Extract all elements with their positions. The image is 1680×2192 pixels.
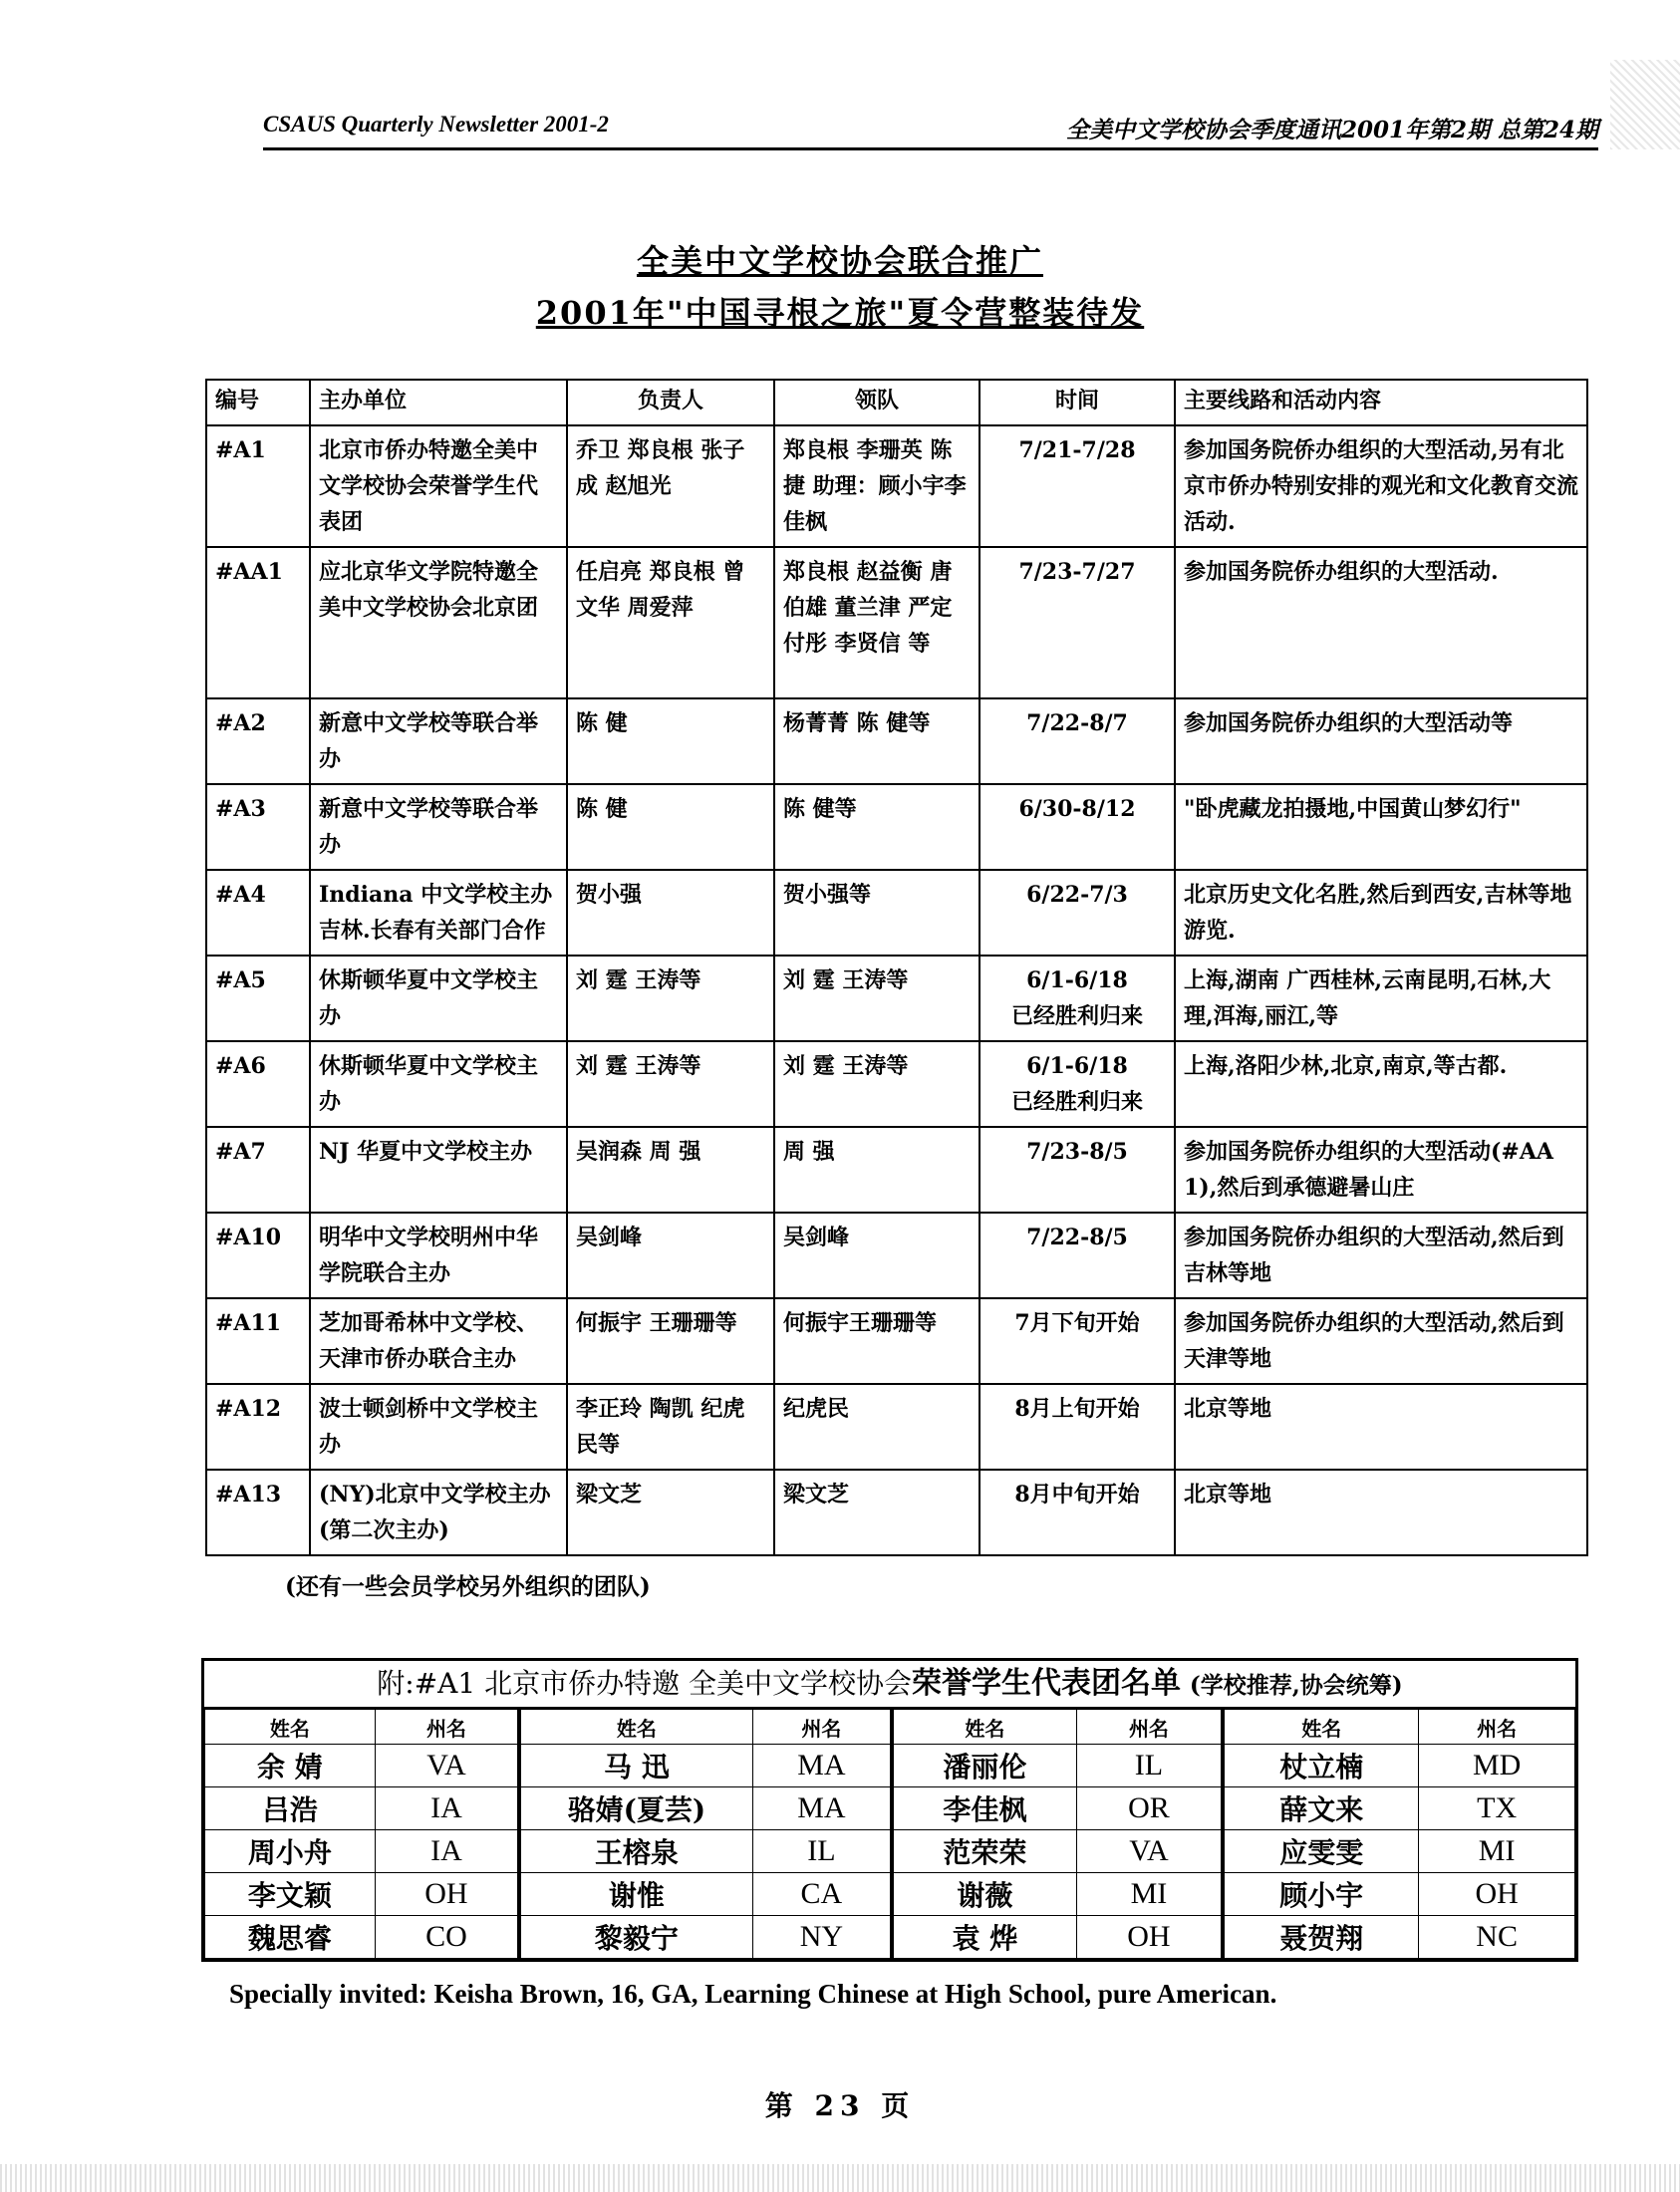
camp-time-cell <box>980 698 1175 784</box>
student-state: MI <box>1419 1830 1575 1873</box>
camp-time-cell <box>980 1213 1175 1298</box>
camp-host: Indiana 中文学校主办吉林.长春有关部门合作 <box>319 882 553 944</box>
camp-id-cell <box>206 1127 310 1213</box>
camp-leader-cell <box>567 698 774 784</box>
camp-leader: 何振宇 王珊珊等 <box>576 1310 737 1336</box>
camp-content: 北京等地 <box>1184 1396 1272 1422</box>
camp-leader: 陈 健 <box>576 710 628 736</box>
camp-leader: 贺小强 <box>576 882 643 908</box>
camp-row <box>206 1470 1587 1555</box>
camp-time-cell <box>980 784 1175 870</box>
student-name: 马 迅 <box>519 1745 752 1787</box>
camp-guide: 刘 霆 王涛等 <box>783 1053 909 1079</box>
col-header-leader: 负责人 <box>567 380 774 425</box>
col-header-content: 主要线路和活动内容 <box>1175 380 1587 425</box>
student-name: 王榕泉 <box>519 1830 752 1873</box>
camp-time-cell <box>980 547 1175 698</box>
student-state: OH <box>1419 1873 1575 1916</box>
page-number: 第 23 页 <box>764 2089 916 2122</box>
camp-content-cell <box>1175 1470 1587 1555</box>
roster-row <box>205 1830 1575 1873</box>
student-state: IA <box>375 1830 519 1873</box>
camp-table-header <box>206 380 1587 425</box>
roster-title-emphasis: 荣誉学生代表团名单 <box>912 1666 1182 1701</box>
student-name: 魏思睿 <box>205 1916 376 1959</box>
roster-header-name: 姓名 <box>1223 1710 1418 1745</box>
camp-leader: 乔卫 郑良根 张子成 赵旭光 <box>576 437 745 499</box>
camp-time-cell <box>980 1127 1175 1213</box>
student-name: 聂贺翔 <box>1223 1916 1418 1959</box>
camp-id: #AA1 <box>215 559 283 585</box>
roster-title-suffix: (学校推荐,协会统筹) <box>1189 1672 1403 1699</box>
camp-host: 应北京华文学院特邀全美中文学校协会北京团 <box>319 559 539 621</box>
camp-row <box>206 698 1587 784</box>
camp-time: 7/21-7/28 <box>1018 437 1136 463</box>
camp-leader: 刘 霆 王涛等 <box>576 1053 701 1079</box>
scan-artifact <box>1610 60 1680 149</box>
camp-host-cell <box>310 547 567 698</box>
camp-id-cell <box>206 547 310 698</box>
roster-header-name: 姓名 <box>892 1710 1076 1745</box>
camp-id: #A1 <box>215 437 266 463</box>
student-name: 李文颖 <box>205 1873 376 1916</box>
camp-time-status: 已经胜利归来 <box>1010 1089 1143 1115</box>
camp-guide-cell <box>774 425 980 547</box>
camp-guide: 陈 健等 <box>783 796 857 822</box>
roster-header-row <box>205 1710 1575 1745</box>
camp-host-cell <box>310 1298 567 1384</box>
title-line-1: 全美中文学校协会联合推广 <box>636 242 1043 280</box>
camp-host-cell <box>310 425 567 547</box>
camp-id: #A10 <box>215 1225 282 1250</box>
camp-time: 6/1-6/18 <box>1026 967 1128 993</box>
camp-table <box>205 379 1588 1556</box>
camp-row <box>206 784 1587 870</box>
camp-content: 参加国务院侨办组织的大型活动,然后到吉林等地 <box>1184 1225 1564 1286</box>
camp-time-cell <box>980 1041 1175 1127</box>
camp-content: 参加国务院侨办组织的大型活动,另有北京市侨办特别安排的观光和文化教育交流活动. <box>1184 437 1579 535</box>
camp-guide: 郑良根 李珊英 陈捷 助理：顾小宇李佳枫 <box>783 437 967 535</box>
camp-content: 北京历史文化名胜,然后到西安,吉林等地游览. <box>1184 882 1572 944</box>
student-name: 潘丽伦 <box>892 1745 1076 1787</box>
student-name: 谢薇 <box>892 1873 1076 1916</box>
camp-leader-cell <box>567 1213 774 1298</box>
running-header <box>263 112 1598 150</box>
camp-time: 7月下旬开始 <box>1014 1310 1140 1336</box>
student-state: IL <box>752 1830 892 1873</box>
student-state: CO <box>375 1916 519 1959</box>
camp-guide-cell <box>774 1127 980 1213</box>
camp-row <box>206 1384 1587 1470</box>
camp-content: 参加国务院侨办组织的大型活动(#AA1),然后到承德避暑山庄 <box>1184 1139 1553 1201</box>
camp-content-cell <box>1175 1127 1587 1213</box>
student-name: 吕浩 <box>205 1787 376 1830</box>
camp-time-cell <box>980 425 1175 547</box>
camp-time-cell <box>980 1384 1175 1470</box>
student-state: MA <box>752 1745 892 1787</box>
camp-id-cell <box>206 870 310 956</box>
camp-id-cell <box>206 1041 310 1127</box>
camp-content-cell <box>1175 547 1587 698</box>
student-state: MA <box>752 1787 892 1830</box>
camp-time-cell <box>980 956 1175 1041</box>
roster-header-state: 州名 <box>375 1710 519 1745</box>
camp-content-cell <box>1175 1298 1587 1384</box>
camp-content: "卧虎藏龙拍摄地,中国黄山梦幻行" <box>1184 796 1522 822</box>
camp-guide: 纪虎民 <box>783 1396 850 1422</box>
camp-host: 新意中文学校等联合举办 <box>319 710 539 772</box>
student-name: 李佳枫 <box>892 1787 1076 1830</box>
camp-leader-cell <box>567 870 774 956</box>
camp-id: #A6 <box>215 1053 266 1079</box>
camp-leader-cell <box>567 784 774 870</box>
camp-guide-cell <box>774 870 980 956</box>
camp-row <box>206 870 1587 956</box>
camp-leader: 刘 霆 王涛等 <box>576 967 701 993</box>
title-line-2: 2001年"中国寻根之旅"夏令营整装待发 <box>535 294 1145 332</box>
camp-content-cell <box>1175 1384 1587 1470</box>
camp-id: #A2 <box>215 710 266 736</box>
student-name: 骆婧(夏芸) <box>519 1787 752 1830</box>
header-right: 全美中文学校协会季度通讯2001年第2期 总第24期 <box>1065 117 1598 143</box>
camp-id-cell <box>206 956 310 1041</box>
special-invite-note: Specially invited: Keisha Brown, 16, GA, Learning Chinese at High School, pure American. <box>229 1979 1277 2009</box>
camp-row <box>206 547 1587 698</box>
camp-content-cell <box>1175 956 1587 1041</box>
camp-guide: 吴剑峰 <box>783 1225 850 1250</box>
camp-content-cell <box>1175 698 1587 784</box>
camp-time: 6/22-7/3 <box>1026 882 1128 908</box>
camp-row <box>206 1041 1587 1127</box>
camp-content: 上海,湖南 广西桂林,云南昆明,石林,大理,洱海,丽江,等 <box>1184 967 1551 1029</box>
camp-guide: 何振宇王珊珊等 <box>783 1310 938 1336</box>
camp-guide-cell <box>774 1041 980 1127</box>
camp-content-cell <box>1175 870 1587 956</box>
camp-id-cell <box>206 784 310 870</box>
student-state: IA <box>375 1787 519 1830</box>
roster-row <box>205 1916 1575 1959</box>
camp-content: 上海,洛阳少林,北京,南京,等古都. <box>1184 1053 1508 1079</box>
camp-time: 8月中旬开始 <box>1014 1482 1140 1507</box>
camp-guide: 梁文芝 <box>783 1482 850 1507</box>
student-name: 袁 烨 <box>892 1916 1076 1959</box>
camp-leader: 梁文芝 <box>576 1482 643 1507</box>
camp-host: NJ 华夏中文学校主办 <box>319 1139 533 1165</box>
camp-host: 新意中文学校等联合举办 <box>319 796 539 858</box>
camp-guide-cell <box>774 1384 980 1470</box>
camp-content: 北京等地 <box>1184 1482 1272 1507</box>
roster-row <box>205 1873 1575 1916</box>
student-name: 余 婧 <box>205 1745 376 1787</box>
camp-id: #A7 <box>215 1139 266 1165</box>
camp-leader-cell <box>567 956 774 1041</box>
camp-leader-cell <box>567 425 774 547</box>
camp-leader-cell <box>567 1041 774 1127</box>
camp-time: 8月上旬开始 <box>1014 1396 1140 1422</box>
student-state: VA <box>375 1745 519 1787</box>
roster-row <box>205 1745 1575 1787</box>
camp-id-cell <box>206 1384 310 1470</box>
student-state: IL <box>1076 1745 1223 1787</box>
camp-content: 参加国务院侨办组织的大型活动,然后到天津等地 <box>1184 1310 1564 1372</box>
roster-title-prefix: 附:#A1 北京市侨办特邀 全美中文学校协会 <box>377 1667 913 1700</box>
camp-time: 7/23-7/27 <box>1018 559 1136 585</box>
col-header-id: 编号 <box>206 380 310 425</box>
camp-host: 波士顿剑桥中文学校主办 <box>319 1396 539 1458</box>
roster-header-state: 州名 <box>1419 1710 1575 1745</box>
camp-time: 7/23-8/5 <box>1026 1139 1128 1165</box>
camp-time: 6/1-6/18 <box>1026 1053 1128 1079</box>
camp-host: 明华中文学校明州中华学院联合主办 <box>319 1225 539 1286</box>
camp-leader: 吴润森 周 强 <box>576 1139 701 1165</box>
camp-time-status: 已经胜利归来 <box>1010 1003 1143 1029</box>
camp-time-cell <box>980 870 1175 956</box>
camp-content-cell <box>1175 1041 1587 1127</box>
camp-host-cell <box>310 784 567 870</box>
student-name: 杖立楠 <box>1223 1745 1418 1787</box>
camp-row <box>206 425 1587 547</box>
camp-time-cell <box>980 1470 1175 1555</box>
col-header-guide: 领队 <box>774 380 980 425</box>
page-title <box>0 235 1680 339</box>
camp-id-cell <box>206 1213 310 1298</box>
camp-host-cell <box>310 1470 567 1555</box>
camp-leader-cell <box>567 1127 774 1213</box>
camp-row <box>206 1298 1587 1384</box>
student-name: 薛文来 <box>1223 1787 1418 1830</box>
camp-content: 参加国务院侨办组织的大型活动. <box>1184 559 1499 585</box>
camp-content-cell <box>1175 784 1587 870</box>
camp-row <box>206 1127 1587 1213</box>
camp-leader: 李正玲 陶凯 纪虎民等 <box>576 1396 745 1458</box>
camp-time-cell <box>980 1298 1175 1384</box>
camp-id: #A4 <box>215 882 266 908</box>
roster-row <box>205 1787 1575 1830</box>
camp-guide: 郑良根 赵益衡 唐伯雄 董兰津 严定付彤 李贤信 等 <box>783 559 953 657</box>
student-name: 谢惟 <box>519 1873 752 1916</box>
roster-header-state: 州名 <box>1076 1710 1223 1745</box>
camp-host: 芝加哥希林中文学校、天津市侨办联合主办 <box>319 1310 539 1372</box>
header-left: CSAUS Quarterly Newsletter 2001-2 <box>263 112 609 137</box>
camp-host: 休斯顿华夏中文学校主办 <box>319 1053 539 1115</box>
camp-host-cell <box>310 1127 567 1213</box>
camp-guide-cell <box>774 698 980 784</box>
camp-guide: 杨菁菁 陈 健等 <box>783 710 931 736</box>
camp-guide-cell <box>774 1213 980 1298</box>
camp-host-cell <box>310 1213 567 1298</box>
camp-leader: 任启亮 郑良根 曾文华 周爱萍 <box>576 559 745 621</box>
camp-host-cell <box>310 1384 567 1470</box>
camp-id-cell <box>206 1470 310 1555</box>
roster-title <box>204 1661 1575 1709</box>
student-state: MD <box>1419 1745 1575 1787</box>
camp-row <box>206 1213 1587 1298</box>
camp-id-cell <box>206 698 310 784</box>
camp-leader-cell <box>567 1470 774 1555</box>
camp-id-cell <box>206 425 310 547</box>
camp-host-cell <box>310 870 567 956</box>
camp-time: 6/30-8/12 <box>1018 796 1136 822</box>
student-name: 应雯雯 <box>1223 1830 1418 1873</box>
camp-guide-cell <box>774 956 980 1041</box>
camp-guide-cell <box>774 1298 980 1384</box>
student-state: OH <box>1076 1916 1223 1959</box>
camp-guide: 周 强 <box>783 1139 835 1165</box>
camp-id-cell <box>206 1298 310 1384</box>
camp-leader: 吴剑峰 <box>576 1225 643 1250</box>
student-state: VA <box>1076 1830 1223 1873</box>
student-name: 黎毅宁 <box>519 1916 752 1959</box>
roster-header-name: 姓名 <box>205 1710 376 1745</box>
student-name: 顾小宇 <box>1223 1873 1418 1916</box>
table-note: (还有一些会员学校另外组织的团队) <box>285 1573 651 1600</box>
roster-box <box>201 1658 1578 1962</box>
camp-host-cell <box>310 956 567 1041</box>
camp-row <box>206 956 1587 1041</box>
camp-leader-cell <box>567 1298 774 1384</box>
camp-id: #A11 <box>215 1310 282 1336</box>
camp-guide-cell <box>774 1470 980 1555</box>
student-name: 范荣荣 <box>892 1830 1076 1873</box>
camp-guide-cell <box>774 784 980 870</box>
roster-table <box>204 1709 1575 1959</box>
camp-content-cell <box>1175 425 1587 547</box>
camp-leader-cell <box>567 547 774 698</box>
scan-artifact <box>0 2164 1680 2192</box>
roster-header-name: 姓名 <box>519 1710 752 1745</box>
camp-content: 参加国务院侨办组织的大型活动等 <box>1184 710 1514 736</box>
camp-id: #A5 <box>215 967 266 993</box>
camp-id: #A3 <box>215 796 266 822</box>
camp-guide-cell <box>774 547 980 698</box>
camp-id: #A13 <box>215 1482 282 1507</box>
student-state: CA <box>752 1873 892 1916</box>
col-header-host: 主办单位 <box>310 380 567 425</box>
camp-leader-cell <box>567 1384 774 1470</box>
student-state: NY <box>752 1916 892 1959</box>
roster-header-state: 州名 <box>752 1710 892 1745</box>
student-state: OH <box>375 1873 519 1916</box>
student-name: 周小舟 <box>205 1830 376 1873</box>
camp-host: 休斯顿华夏中文学校主办 <box>319 967 539 1029</box>
camp-id: #A12 <box>215 1396 282 1422</box>
col-header-time: 时间 <box>980 380 1175 425</box>
camp-host-cell <box>310 1041 567 1127</box>
camp-time: 7/22-8/5 <box>1026 1225 1128 1250</box>
camp-time: 7/22-8/7 <box>1026 710 1128 736</box>
camp-leader: 陈 健 <box>576 796 628 822</box>
student-state: TX <box>1419 1787 1575 1830</box>
student-state: MI <box>1076 1873 1223 1916</box>
camp-guide: 贺小强等 <box>783 882 872 908</box>
student-state: OR <box>1076 1787 1223 1830</box>
student-state: NC <box>1419 1916 1575 1959</box>
camp-guide: 刘 霆 王涛等 <box>783 967 909 993</box>
camp-content-cell <box>1175 1213 1587 1298</box>
camp-host: (NY)北京中文学校主办(第二次主办) <box>319 1482 551 1543</box>
camp-host-cell <box>310 698 567 784</box>
camp-host: 北京市侨办特邀全美中文学校协会荣誉学生代表团 <box>319 437 539 535</box>
